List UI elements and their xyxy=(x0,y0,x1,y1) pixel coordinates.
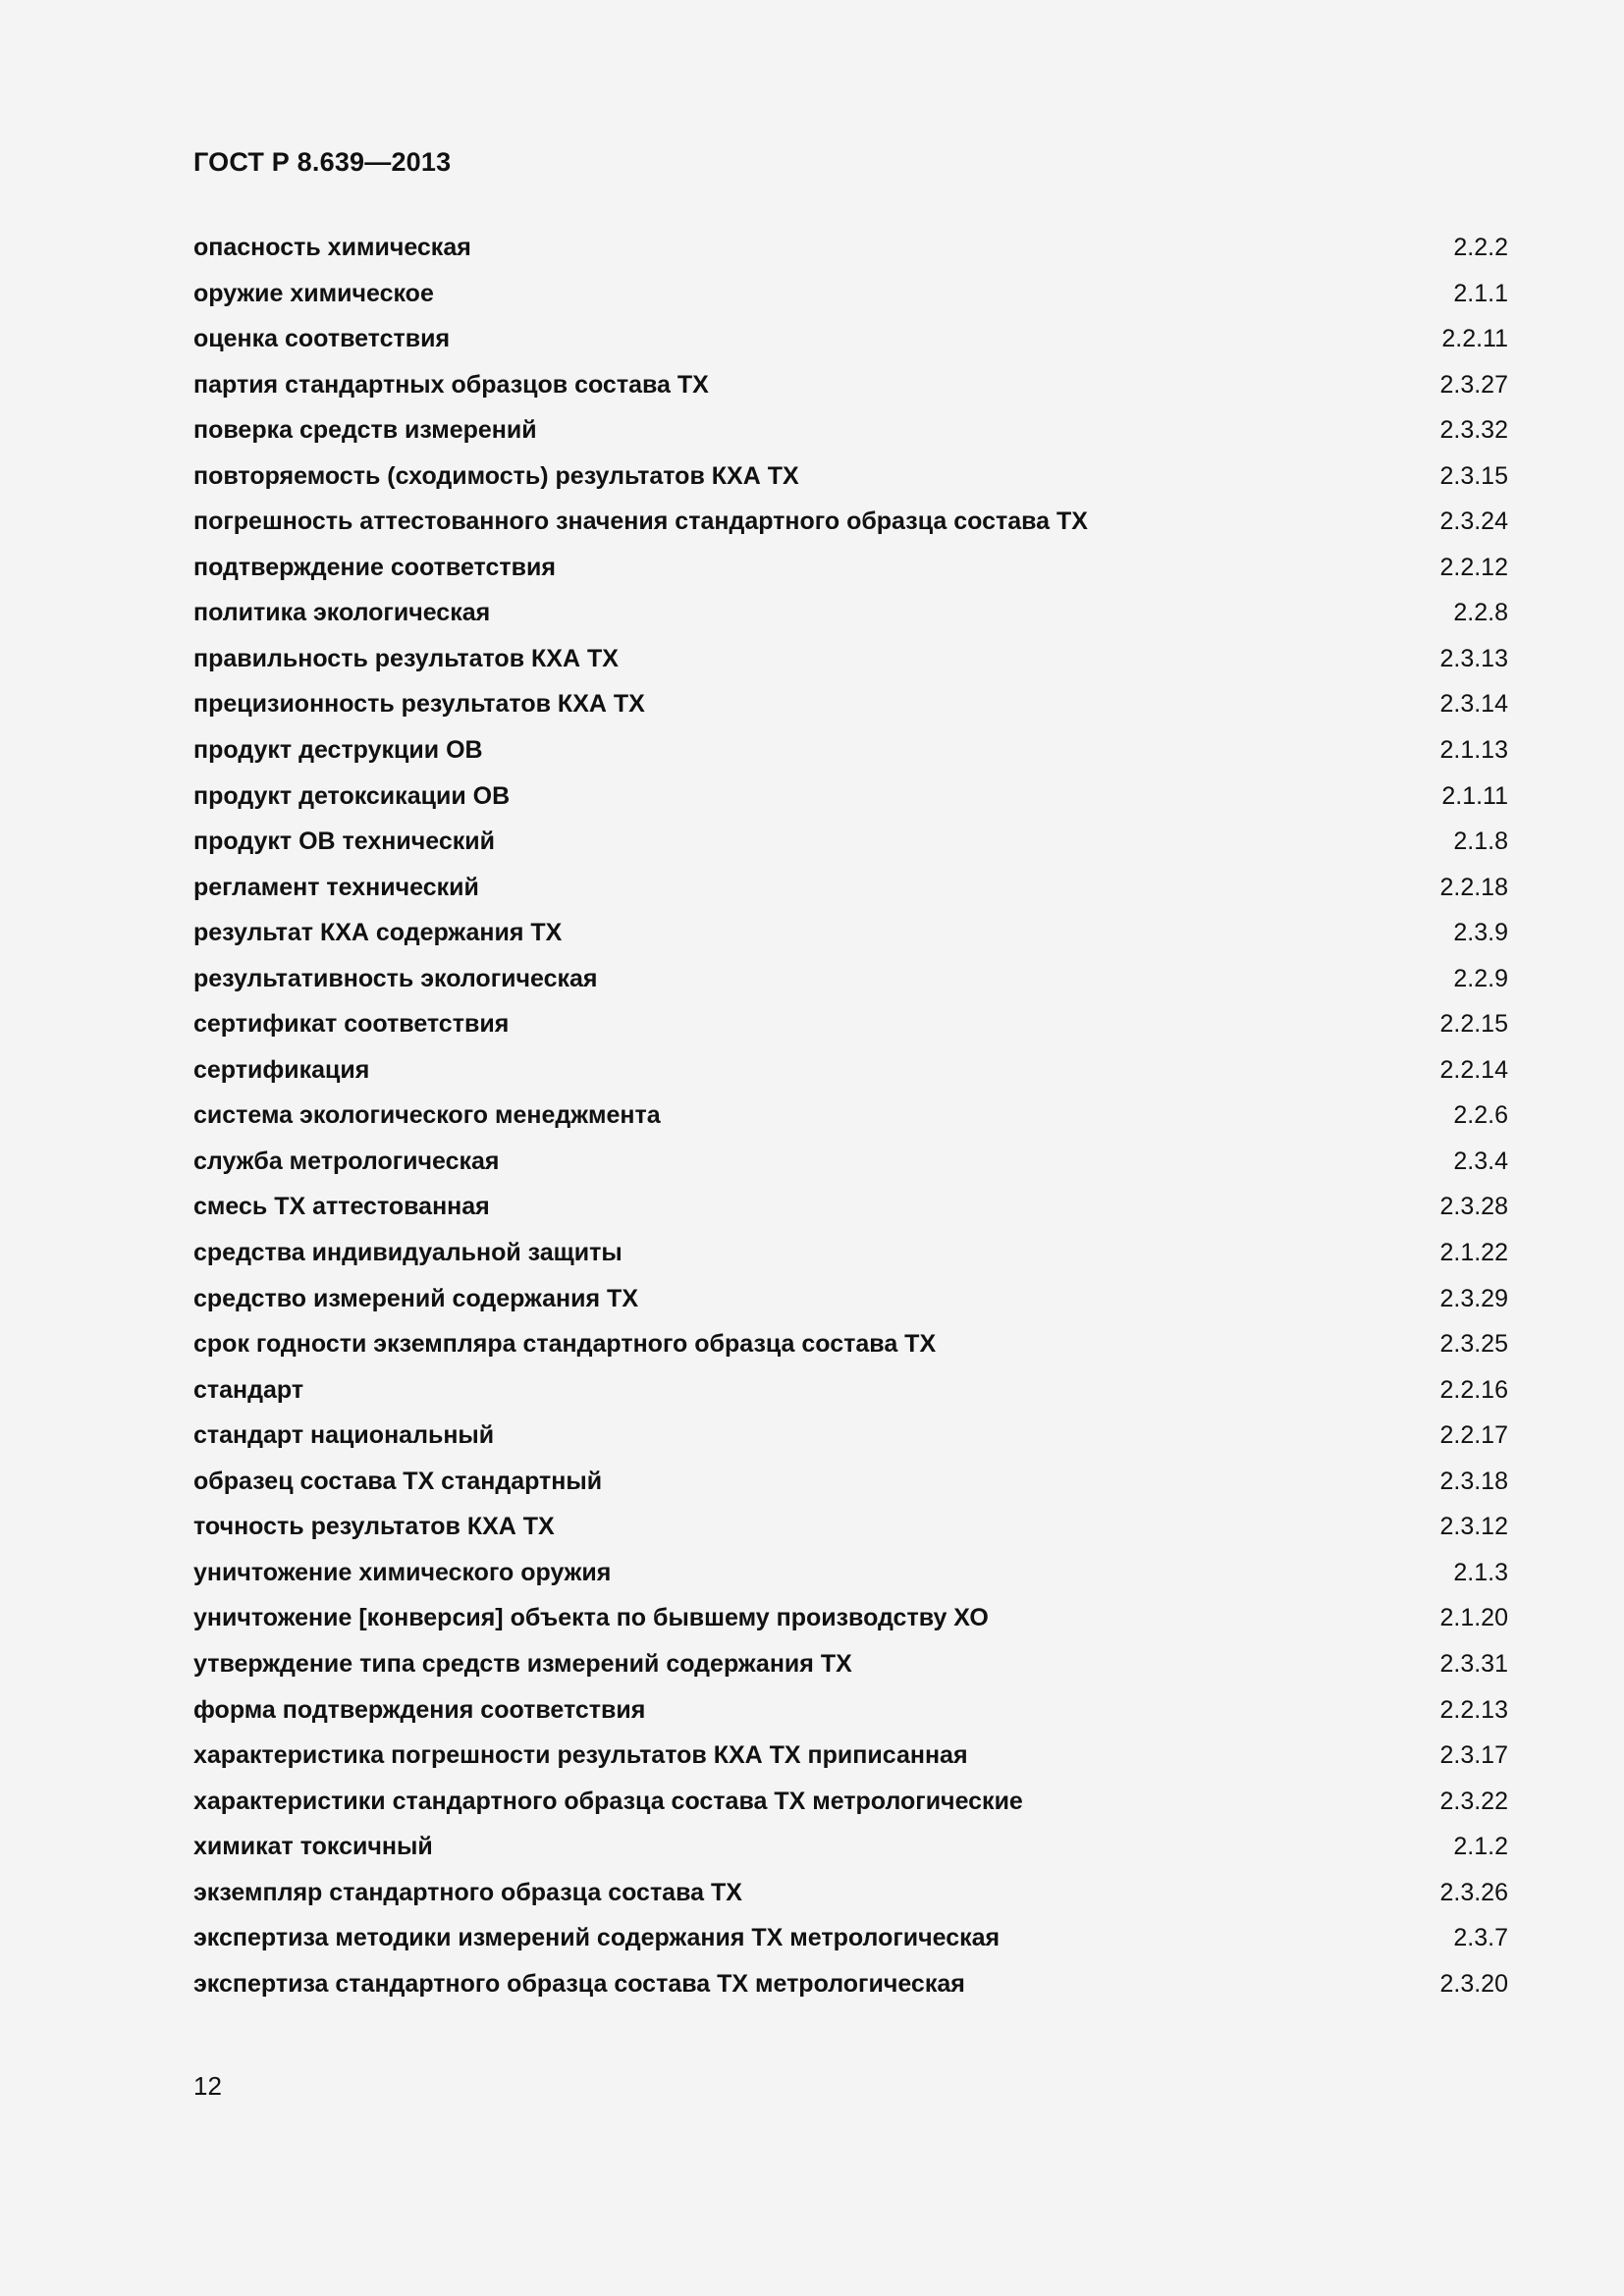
index-ref-number: 2.2.14 xyxy=(1439,1055,1508,1084)
index-row xyxy=(193,234,1508,280)
index-ref-number: 2.2.12 xyxy=(1439,553,1508,581)
index-row xyxy=(193,1833,1508,1879)
index-ref-number: 2.3.14 xyxy=(1439,690,1508,719)
index-term: стандарт национальный xyxy=(193,1421,495,1450)
index-row xyxy=(193,1468,1508,1514)
index-ref-number: 2.1.1 xyxy=(1453,279,1508,307)
index-ref-number: 2.3.28 xyxy=(1439,1193,1508,1221)
index-term: подтверждение соответствия xyxy=(193,553,556,581)
index-term: погрешность аттестованного значения стандартного образца состава ТХ xyxy=(193,507,1088,536)
index-row xyxy=(193,645,1508,691)
index-term: сертификация xyxy=(193,1055,370,1084)
index-row xyxy=(193,782,1508,828)
index-ref-number: 2.1.8 xyxy=(1453,828,1508,856)
index-ref-number: 2.2.9 xyxy=(1453,964,1508,992)
index-term: химикат токсичный xyxy=(193,1833,433,1861)
page-number: 12 xyxy=(193,2071,222,2101)
index-term: прецизионность результатов КХА ТХ xyxy=(193,690,645,719)
index-row xyxy=(193,1376,1508,1422)
index-ref-number: 2.3.13 xyxy=(1439,644,1508,672)
index-term: продукт ОВ технический xyxy=(193,828,495,856)
index-ref-number: 2.3.22 xyxy=(1439,1787,1508,1815)
index-term: оценка соответствия xyxy=(193,325,451,353)
index-term: правильность результатов КХА ТХ xyxy=(193,644,619,672)
index-row xyxy=(193,1741,1508,1788)
index-term: срок годности экземпляра стандартного образца состава ТХ xyxy=(193,1330,937,1359)
index-term: продукт деструкции ОВ xyxy=(193,736,483,765)
index-row xyxy=(193,965,1508,1011)
index-term: поверка средств измерений xyxy=(193,416,537,445)
index-ref-number: 2.3.7 xyxy=(1453,1924,1508,1952)
index-ref-number: 2.2.13 xyxy=(1439,1695,1508,1724)
index-row xyxy=(193,690,1508,736)
document-header-title: ГОСТ Р 8.639—2013 xyxy=(193,147,452,177)
index-term: экспертиза методики измерений содержания ТХ метрологическая xyxy=(193,1924,1001,1952)
index-ref-number: 2.3.9 xyxy=(1453,919,1508,947)
index-ref-number: 2.3.17 xyxy=(1439,1741,1508,1770)
index-row xyxy=(193,462,1508,508)
index-row xyxy=(193,554,1508,600)
index-row xyxy=(193,1101,1508,1148)
index-row xyxy=(193,736,1508,782)
index-term: результат КХА содержания ТХ xyxy=(193,919,563,947)
index-ref-number: 2.3.32 xyxy=(1439,416,1508,445)
index-term: характеристика погрешности результатов КХА ТХ приписанная xyxy=(193,1741,968,1770)
index-row xyxy=(193,599,1508,645)
index-term: экземпляр стандартного образца состава ТХ xyxy=(193,1878,742,1906)
index-term: утверждение типа средств измерений содержания ТХ xyxy=(193,1649,852,1678)
index-ref-number: 2.2.18 xyxy=(1439,873,1508,901)
index-term: уничтожение химического оружия xyxy=(193,1558,612,1586)
index-row xyxy=(193,1513,1508,1559)
index-row xyxy=(193,828,1508,874)
index-row xyxy=(193,1650,1508,1696)
index-term: политика экологическая xyxy=(193,599,491,627)
index-term: опасность химическая xyxy=(193,234,471,261)
index-row xyxy=(193,874,1508,920)
index-ref-number: 2.1.20 xyxy=(1439,1604,1508,1632)
index-term: уничтожение [конверсия] объекта по бывшему производству ХО xyxy=(193,1604,989,1632)
index-ref-number: 2.3.20 xyxy=(1439,1969,1508,1998)
index-term: продукт детоксикации ОВ xyxy=(193,781,511,810)
index-row xyxy=(193,1604,1508,1650)
index-row xyxy=(193,1696,1508,1742)
index-ref-number: 2.2.16 xyxy=(1439,1375,1508,1404)
index-row xyxy=(193,1148,1508,1194)
index-term: оружие химическое xyxy=(193,279,434,307)
index-ref-number: 2.3.29 xyxy=(1439,1284,1508,1312)
term-index-list xyxy=(193,234,1508,2015)
index-ref-number: 2.2.2 xyxy=(1453,234,1508,261)
index-row xyxy=(193,1788,1508,1834)
index-ref-number: 2.2.15 xyxy=(1439,1010,1508,1039)
index-term: образец состава ТХ стандартный xyxy=(193,1467,603,1495)
index-ref-number: 2.2.6 xyxy=(1453,1101,1508,1130)
index-ref-number: 2.3.15 xyxy=(1439,461,1508,490)
index-term: средство измерений содержания ТХ xyxy=(193,1284,638,1312)
index-term: система экологического менеджмента xyxy=(193,1101,661,1130)
index-row xyxy=(193,1056,1508,1102)
index-ref-number: 2.3.31 xyxy=(1439,1649,1508,1678)
index-row xyxy=(193,1330,1508,1376)
index-row xyxy=(193,416,1508,462)
index-ref-number: 2.3.12 xyxy=(1439,1513,1508,1541)
index-row xyxy=(193,1239,1508,1285)
index-term: повторяемость (сходимость) результатов КХА ТХ xyxy=(193,461,799,490)
index-term: служба метрологическая xyxy=(193,1147,500,1175)
index-ref-number: 2.1.13 xyxy=(1439,736,1508,765)
index-ref-number: 2.1.22 xyxy=(1439,1239,1508,1267)
index-term: форма подтверждения соответствия xyxy=(193,1695,646,1724)
index-ref-number: 2.2.11 xyxy=(1441,325,1508,353)
index-row xyxy=(193,1559,1508,1605)
index-ref-number: 2.3.18 xyxy=(1439,1467,1508,1495)
index-row xyxy=(193,1879,1508,1925)
index-term: результативность экологическая xyxy=(193,964,598,992)
index-term: точность результатов КХА ТХ xyxy=(193,1513,555,1541)
index-row xyxy=(193,507,1508,554)
index-row xyxy=(193,1970,1508,2016)
index-term: регламент технический xyxy=(193,873,479,901)
index-ref-number: 2.3.4 xyxy=(1453,1147,1508,1175)
index-ref-number: 2.3.24 xyxy=(1439,507,1508,536)
index-ref-number: 2.1.2 xyxy=(1453,1833,1508,1861)
index-term: средства индивидуальной защиты xyxy=(193,1239,623,1267)
index-row xyxy=(193,280,1508,326)
index-row xyxy=(193,1924,1508,1970)
index-ref-number: 2.1.11 xyxy=(1441,781,1508,810)
index-term: партия стандартных образцов состава ТХ xyxy=(193,370,709,399)
index-ref-number: 2.3.25 xyxy=(1439,1330,1508,1359)
index-row xyxy=(193,1421,1508,1468)
index-row xyxy=(193,1285,1508,1331)
index-row xyxy=(193,325,1508,371)
index-term: стандарт xyxy=(193,1375,304,1404)
index-row xyxy=(193,919,1508,965)
index-ref-number: 2.3.26 xyxy=(1439,1878,1508,1906)
index-ref-number: 2.1.3 xyxy=(1453,1558,1508,1586)
index-ref-number: 2.3.27 xyxy=(1439,370,1508,399)
index-row xyxy=(193,371,1508,417)
index-row xyxy=(193,1010,1508,1056)
index-term: сертификат соответствия xyxy=(193,1010,510,1039)
index-term: смесь ТХ аттестованная xyxy=(193,1193,490,1221)
index-ref-number: 2.2.17 xyxy=(1439,1421,1508,1450)
index-term: экспертиза стандартного образца состава ТХ метрологическая xyxy=(193,1969,965,1998)
index-ref-number: 2.2.8 xyxy=(1453,599,1508,627)
index-term: характеристики стандартного образца состава ТХ метрологические xyxy=(193,1787,1023,1815)
index-row xyxy=(193,1193,1508,1239)
